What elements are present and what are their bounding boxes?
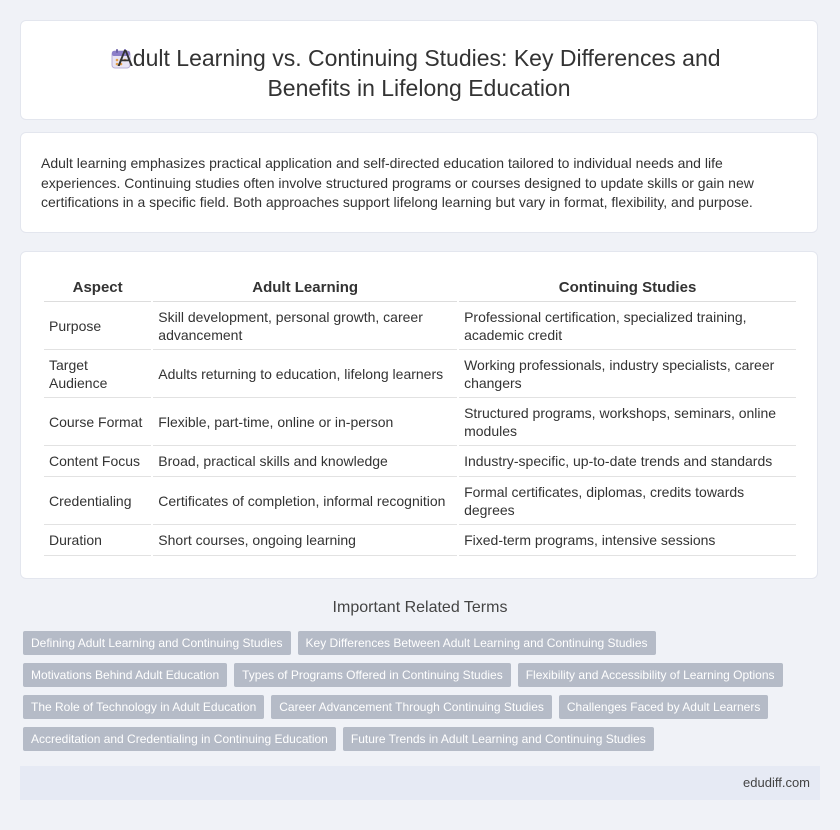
related-term-tag[interactable]: Flexibility and Accessibility of Learning Options [518,663,783,687]
table-cell: Content Focus [44,446,151,477]
intro-text: Adult learning emphasizes practical application and self-directed education tailored to individual needs and life experiences. Continuing studies often involve structured programs or courses designed to update skills or gain new certifications in a specific field. Both approaches support lifelong learning but vary in format, flexibility, and purpose. [41,155,754,210]
table-cell: Certificates of completion, informal recognition [153,477,457,525]
page-title-line2: Benefits in Lifelong Education [267,75,571,101]
related-term-tag[interactable]: Career Advancement Through Continuing Studies [271,695,552,719]
table-header-row [44,273,796,302]
table-cell: Credentialing [44,477,151,525]
table-cell: Working professionals, industry specialists, career changers [459,350,796,398]
table-cell: Formal certificates, diplomas, credits towards degrees [459,477,796,525]
table-cell: Broad, practical skills and knowledge [153,446,457,477]
related-term-tag[interactable]: Key Differences Between Adult Learning and Continuing Studies [298,631,656,655]
related-term-tag[interactable]: Motivations Behind Adult Education [23,663,227,687]
related-terms-list [23,631,813,759]
table-cell: Industry-specific, up-to-date trends and standards [459,446,796,477]
table-cell: Skill development, personal growth, career advancement [153,302,457,350]
header-aspect: Aspect [44,273,151,302]
table-cell: Duration [44,525,151,556]
related-terms-title: Important Related Terms [332,599,508,616]
related-term-tag[interactable]: Accreditation and Credentialing in Continuing Education [23,727,336,751]
table-cell: Structured programs, workshops, seminars, online modules [459,398,796,446]
header-card [20,20,818,120]
table-cell: Course Format [44,398,151,446]
related-term-tag[interactable]: Types of Programs Offered in Continuing Studies [234,663,511,687]
table-cell: Fixed-term programs, intensive sessions [459,525,796,556]
related-term-tag[interactable]: Challenges Faced by Adult Learners [559,695,768,719]
table-cell: Adults returning to education, lifelong learners [153,350,457,398]
table-cell: Short courses, ongoing learning [153,525,457,556]
related-term-tag[interactable]: The Role of Technology in Adult Education [23,695,264,719]
header-continuing-studies: Continuing Studies [459,273,796,302]
intro-card [20,132,818,233]
page-title-line1: Adult Learning vs. Continuing Studies: Key Differences and [117,45,721,71]
table-cell: Professional certification, specialized training, academic credit [459,302,796,350]
table-cell: Flexible, part-time, online or in-person [153,398,457,446]
comparison-card [20,251,818,579]
header-adult-learning: Adult Learning [153,273,457,302]
table-row [44,446,796,477]
table-cell: Target Audience [44,350,151,398]
table-row [44,350,796,398]
table-row [44,477,796,525]
table-cell: Purpose [44,302,151,350]
footer [20,766,820,800]
table-row [44,302,796,350]
comparison-table [42,273,798,556]
table-row [44,398,796,446]
table-row [44,525,796,556]
related-term-tag[interactable]: Future Trends in Adult Learning and Continuing Studies [343,727,654,751]
related-term-tag[interactable]: Defining Adult Learning and Continuing Studies [23,631,291,655]
footer-site-link[interactable]: edudiff.com [743,775,810,790]
page-title [21,43,817,103]
